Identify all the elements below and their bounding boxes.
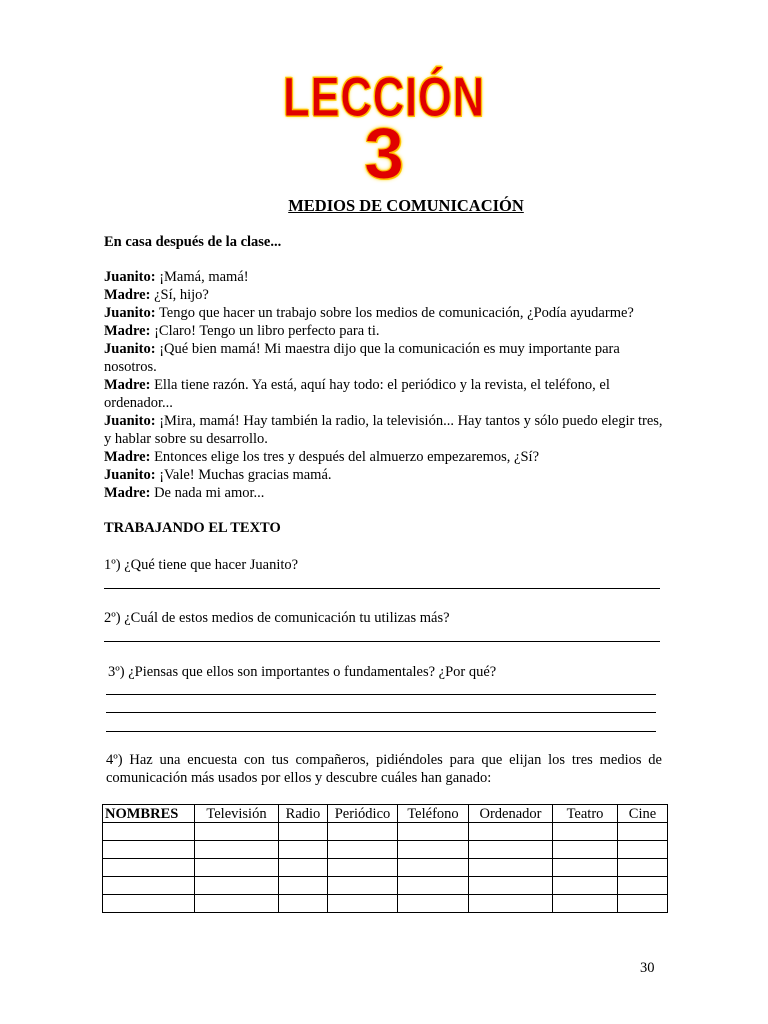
table-cell[interactable] <box>279 859 328 877</box>
table-cell[interactable] <box>195 877 279 895</box>
table-cell[interactable] <box>195 841 279 859</box>
table-cell[interactable] <box>618 877 668 895</box>
dialogue <box>104 268 664 502</box>
answer-line[interactable] <box>106 712 656 713</box>
table-cell[interactable] <box>553 859 618 877</box>
table-row <box>103 823 668 841</box>
answer-line[interactable] <box>106 694 656 695</box>
speaker: Madre: <box>104 485 151 501</box>
table-cell[interactable] <box>618 823 668 841</box>
table-cell[interactable] <box>195 823 279 841</box>
table-cell[interactable] <box>103 859 195 877</box>
table-cell[interactable] <box>279 823 328 841</box>
table-row <box>103 895 668 913</box>
line-text: De nada mi amor... <box>150 485 265 501</box>
speaker: Madre: <box>104 287 151 303</box>
dialogue-line <box>104 466 664 484</box>
column-header: NOMBRES <box>103 805 195 823</box>
column-header: Radio <box>279 805 328 823</box>
speaker: Juanito: <box>104 269 156 285</box>
dialogue-line <box>104 376 664 412</box>
line-text: ¡Mira, mamá! Hay también la radio, la televisión... Hay tantos y sólo puedo elegir tres, y hablar sobre su desarrollo. <box>104 413 663 447</box>
lesson-word: LECCIÓN <box>282 65 486 128</box>
column-header: Televisión <box>195 805 279 823</box>
speaker: Juanito: <box>104 341 156 357</box>
table-header-row <box>103 805 668 823</box>
page-title: MEDIOS DE COMUNICACIÓN <box>288 196 524 215</box>
table-cell[interactable] <box>279 841 328 859</box>
line-text: Tengo que hacer un trabajo sobre los medios de comunicación, ¿Podía ayudarme? <box>155 305 634 321</box>
speaker: Madre: <box>104 449 151 465</box>
table-cell[interactable] <box>103 877 195 895</box>
table-cell[interactable] <box>279 877 328 895</box>
table-row <box>103 841 668 859</box>
speaker: Madre: <box>104 323 151 339</box>
table-cell[interactable] <box>195 859 279 877</box>
table-cell[interactable] <box>398 895 469 913</box>
answer-line[interactable] <box>106 731 656 732</box>
table-cell[interactable] <box>553 895 618 913</box>
dialogue-line <box>104 484 664 502</box>
table-cell[interactable] <box>398 877 469 895</box>
column-header: Ordenador <box>469 805 553 823</box>
table-cell[interactable] <box>469 877 553 895</box>
table-cell[interactable] <box>328 859 398 877</box>
question-3: 3º) ¿Piensas que ellos son importantes o fundamentales? ¿Por qué? <box>108 664 497 680</box>
table-cell[interactable] <box>398 859 469 877</box>
table-cell[interactable] <box>469 841 553 859</box>
answer-line[interactable] <box>104 588 660 589</box>
table-cell[interactable] <box>328 877 398 895</box>
column-header: Cine <box>618 805 668 823</box>
table-cell[interactable] <box>328 841 398 859</box>
exercises-heading: TRABAJANDO EL TEXTO <box>104 520 281 536</box>
table-cell[interactable] <box>195 895 279 913</box>
table-cell[interactable] <box>618 841 668 859</box>
line-text: ¿Sí, hijo? <box>150 287 209 303</box>
survey-table <box>102 804 668 913</box>
speaker: Madre: <box>104 377 151 393</box>
dialogue-line <box>104 340 664 376</box>
table-cell[interactable] <box>103 895 195 913</box>
question-4: 4º) Haz una encuesta con tus compañeros, pidiéndoles para que elijan los tres medios de comunicación más usados por ellos y descubre cuáles han ganado: <box>106 752 662 786</box>
line-text: ¡Mamá, mamá! <box>155 269 249 285</box>
table-cell[interactable] <box>398 841 469 859</box>
table-cell[interactable] <box>618 859 668 877</box>
page-number: 30 <box>640 960 655 976</box>
dialogue-line <box>104 448 664 466</box>
table-cell[interactable] <box>398 823 469 841</box>
speaker: Juanito: <box>104 467 156 483</box>
speaker: Juanito: <box>104 413 156 429</box>
line-text: ¡Qué bien mamá! Mi maestra dijo que la comunicación es muy importante para nosotros. <box>104 341 620 375</box>
question-1: 1º) ¿Qué tiene que hacer Juanito? <box>104 557 299 573</box>
table-cell[interactable] <box>553 841 618 859</box>
table-cell[interactable] <box>469 859 553 877</box>
dialogue-line <box>104 286 664 304</box>
lesson-number: 3 <box>363 114 405 194</box>
speaker: Juanito: <box>104 305 156 321</box>
line-text: Ella tiene razón. Ya está, aquí hay todo: el periódico y la revista, el teléfono, el ordenador... <box>104 377 610 411</box>
answer-line[interactable] <box>104 641 660 642</box>
table-cell[interactable] <box>553 823 618 841</box>
table-cell[interactable] <box>618 895 668 913</box>
dialogue-line <box>104 412 664 448</box>
question-2: 2º) ¿Cuál de estos medios de comunicación tu utilizas más? <box>104 610 450 626</box>
line-text: ¡Vale! Muchas gracias mamá. <box>155 467 332 483</box>
table-cell[interactable] <box>469 895 553 913</box>
table-cell[interactable] <box>279 895 328 913</box>
table-cell[interactable] <box>103 823 195 841</box>
table-cell[interactable] <box>328 895 398 913</box>
column-header: Periódico <box>328 805 398 823</box>
scene-subtitle: En casa después de la clase... <box>104 234 282 250</box>
table-row <box>103 859 668 877</box>
column-header: Teatro <box>553 805 618 823</box>
line-text: ¡Claro! Tengo un libro perfecto para ti. <box>150 323 380 339</box>
table-row <box>103 877 668 895</box>
line-text: Entonces elige los tres y después del almuerzo empezaremos, ¿Sí? <box>150 449 540 465</box>
table-cell[interactable] <box>469 823 553 841</box>
table-cell[interactable] <box>103 841 195 859</box>
table-cell[interactable] <box>328 823 398 841</box>
column-header: Teléfono <box>398 805 469 823</box>
dialogue-line <box>104 304 664 322</box>
table-cell[interactable] <box>553 877 618 895</box>
dialogue-line <box>104 268 664 286</box>
dialogue-line <box>104 322 664 340</box>
